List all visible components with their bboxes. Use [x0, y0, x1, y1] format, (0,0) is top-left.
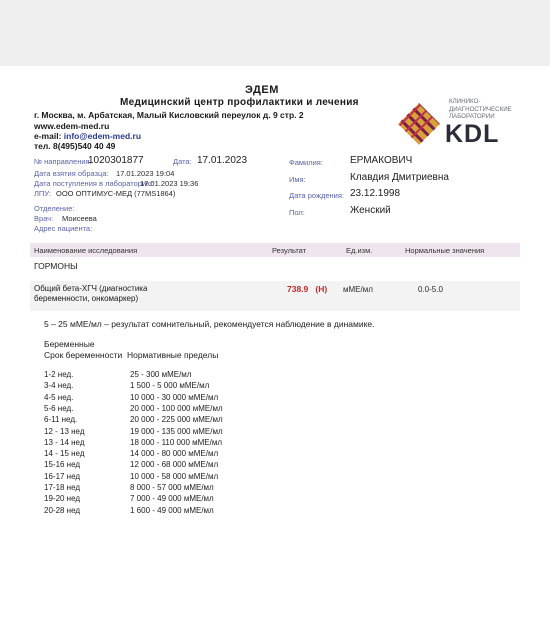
referral-number: 1020301877 [88, 155, 144, 166]
referral-number-label: № направления: [34, 157, 92, 166]
lpu-value: ООО ОПТИМУС-МЕД (77MS1864) [56, 189, 176, 198]
kdl-caption: КЛИНИКО- ДИАГНОСТИЧЕСКИЕ ЛАБОРАТОРИИ [449, 98, 512, 120]
org-website[interactable]: www.edem-med.ru [34, 121, 110, 131]
norm-range: 19 000 - 135 000 мМЕ/мл [130, 426, 223, 436]
org-subtitle: Медицинский центр профилактики и лечения [120, 97, 359, 108]
pregnancy-subheader: Срок беременности Нормативные пределы [44, 350, 219, 360]
birthdate-value: 23.12.1998 [350, 188, 401, 199]
test-reference: 0.0-5.0 [418, 285, 443, 294]
org-email: e-mail: info@edem-med.ru [34, 131, 142, 141]
lpu-label: ЛПУ: [34, 189, 51, 198]
doctor-value: Моисеева [62, 214, 97, 223]
result-note: 5 – 25 мМЕ/мл – результат сомнительный, рекомендуется наблюдение в динамике. [44, 319, 375, 329]
doctor-label: Врач: [34, 214, 54, 223]
norm-range: 20 000 - 225 000 мМЕ/мл [130, 415, 223, 425]
patient-address-label: Адрес пациента: [34, 224, 93, 233]
norm-range: 7 000 - 49 000 мМЕ/мл [130, 494, 214, 504]
norm-range: 12 000 - 68 000 мМЕ/мл [130, 460, 219, 470]
test-name: Общий бета-ХГЧ (диагностика беременности, онкомаркер) [34, 284, 148, 303]
norm-range: 1 500 - 5 000 мМЕ/мл [130, 381, 210, 391]
norm-term: 3-4 нед. [44, 381, 74, 391]
test-unit: мМЕ/мл [343, 285, 373, 294]
org-address: г. Москва, м. Арбатская, Малый Кисловский переулок д. 9 стр. 2 [34, 110, 304, 120]
department-label: Отделение: [34, 204, 75, 213]
test-result: 738.9 (H) [287, 284, 328, 294]
col-reference: Нормальные значения [405, 246, 485, 255]
lab-received-label: Дата поступления в лабораторию: [34, 179, 154, 188]
norm-range: 8 000 - 57 000 мМЕ/мл [130, 483, 214, 492]
col-result: Результат [272, 246, 307, 255]
norm-term: 12 - 13 нед [44, 426, 85, 436]
norm-range: 18 000 - 110 000 мМЕ/мл [130, 437, 223, 447]
norm-term: 19-20 нед [44, 494, 81, 504]
norm-range: 14 000 - 80 000 мМЕ/мл [130, 449, 219, 459]
sex-value: Женский [350, 205, 391, 216]
email-link[interactable]: info@edem-med.ru [63, 131, 142, 141]
col-test-name: Наименование исследования [34, 246, 138, 255]
sex-label: Пол: [289, 208, 305, 217]
lab-report-sheet [0, 66, 550, 623]
sample-date-value: 17.01.2023 19:04 [116, 169, 175, 178]
kdl-logo-icon [397, 102, 441, 146]
name-value: Клавдия Дмитриевна [350, 172, 449, 183]
lab-received-value: 17.01.2023 19:36 [140, 179, 199, 188]
date-value: 17.01.2023 [197, 155, 248, 166]
col-unit: Ед.изм. [346, 246, 373, 255]
norm-range: 20 000 - 100 000 мМЕ/мл [130, 403, 223, 413]
surname-value: ЕРМАКОВИЧ [350, 155, 413, 166]
norm-term: 1-2 нед. [44, 370, 74, 379]
date-label: Дата: [173, 157, 192, 166]
norm-term: 5-6 нед. [44, 403, 74, 413]
norm-term: 16-17 нед [44, 471, 81, 481]
birthdate-label: Дата рождения: [289, 191, 344, 200]
kdl-brand: KDL [445, 120, 500, 148]
sample-date-label: Дата взятия образца: [34, 169, 109, 178]
norm-range: 10 000 - 30 000 мМЕ/мл [130, 392, 219, 402]
section-title: ГОРМОНЫ [34, 261, 78, 271]
norm-term: 13 - 14 нед [44, 437, 85, 447]
norm-term: 17-18 нед [44, 483, 81, 492]
norm-term: 6-11 нед. [44, 415, 78, 425]
norm-term: 15-16 нед [44, 460, 81, 470]
org-name: ЭДЕМ [245, 84, 279, 96]
surname-label: Фамилия: [289, 158, 323, 167]
norm-range: 25 - 300 мМЕ/мл [130, 370, 192, 379]
norm-term: 4-5 нед. [44, 392, 74, 402]
norm-term: 14 - 15 нед [44, 449, 85, 459]
org-phone: тел. 8(495)540 40 49 [34, 141, 116, 151]
top-band [0, 0, 550, 66]
pregnancy-title: Беременные [44, 339, 95, 349]
norm-range: 1 600 - 49 000 мМЕ/мл [130, 505, 214, 515]
norm-range: 10 000 - 58 000 мМЕ/мл [130, 471, 219, 481]
norm-term: 20-28 нед [44, 505, 81, 515]
name-label: Имя: [289, 175, 306, 184]
